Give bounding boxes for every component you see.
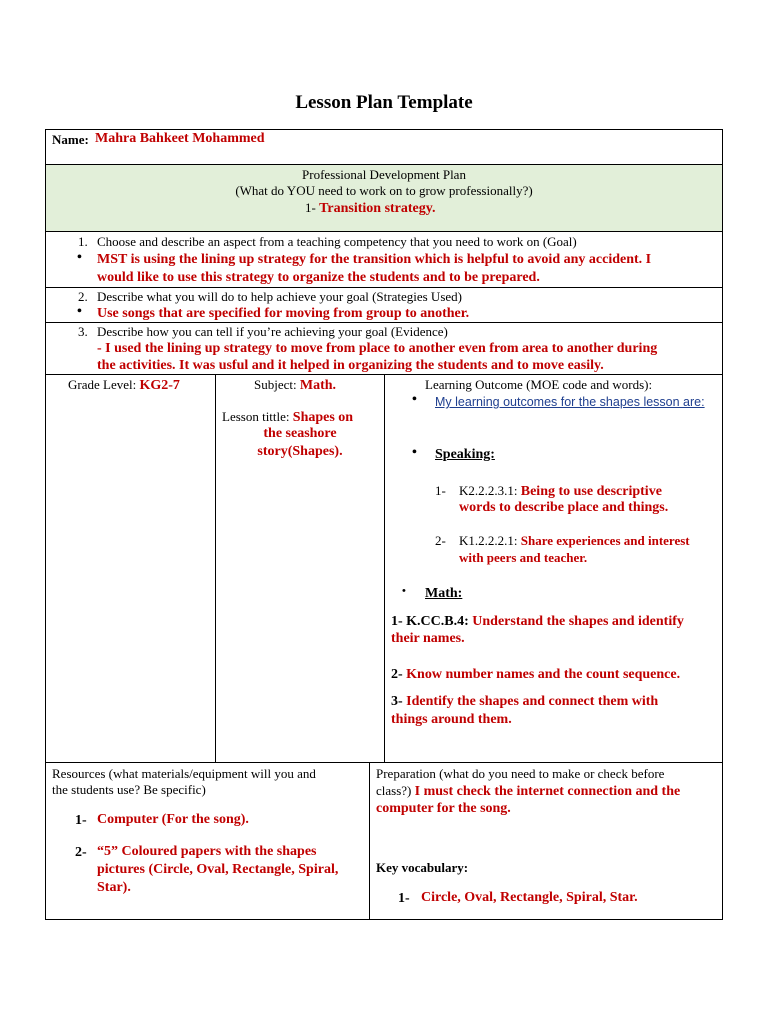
r1-num: 1- xyxy=(75,813,87,828)
s2-text-line1: Share experiences and interest xyxy=(520,533,690,548)
goal-bullet-icon: • xyxy=(77,250,82,265)
lesson-title-line1 xyxy=(222,408,353,426)
s2-line1 xyxy=(459,532,690,549)
evidence-text-line1: - I used the lining up strategy to move from place to another even from area to another during xyxy=(97,341,658,356)
preparation-label-line2: class?) xyxy=(376,783,412,798)
preparation-line2 xyxy=(376,782,680,800)
goal-num: 1. xyxy=(78,234,88,249)
vocab-label: Key vocabulary: xyxy=(376,860,469,875)
m1-line1 xyxy=(391,613,684,630)
name-label: Name: xyxy=(52,132,89,147)
math-bullet-icon: • xyxy=(402,585,406,597)
strategies-label: Describe what you will do to help achieve your goal (Strategies Used) xyxy=(97,289,462,304)
speaking-heading: Speaking: xyxy=(435,447,495,462)
strategies-bullet-icon: • xyxy=(77,304,82,319)
s2-code: K1.2.2.2.1: xyxy=(459,533,518,548)
evidence-num: 3. xyxy=(78,324,88,339)
lesson-title-value-3: story(Shapes). xyxy=(257,444,343,459)
grade-value: KG2-7 xyxy=(139,378,180,393)
preparation-label-line1: Preparation (what do you need to make or check before xyxy=(376,766,665,781)
pd-plan-item xyxy=(305,199,436,217)
grade-cell xyxy=(68,376,180,394)
goal-text-line2: would like to use this strategy to organize the students and to be prepared. xyxy=(97,270,540,285)
r2-line2: pictures (Circle, Oval, Rectangle, Spiral, xyxy=(97,862,339,877)
m1-text-line2: their names. xyxy=(391,631,465,646)
preparation-value-line1: I must check the internet connection and the xyxy=(414,784,681,799)
s2-num: 2- xyxy=(435,533,446,548)
pd-plan-item-num: 1- xyxy=(305,200,316,215)
outcomes-bullet-icon: • xyxy=(412,392,417,407)
speaking-bullet-icon: • xyxy=(412,445,417,460)
preparation-value-line2: computer for the song. xyxy=(376,801,511,816)
r2-line3: Star). xyxy=(97,880,131,895)
evidence-label: Describe how you can tell if you’re achieving your goal (Evidence) xyxy=(97,324,448,339)
lesson-title-value-1: Shapes on xyxy=(292,410,354,425)
resources-label-line1: Resources (what materials/equipment will you and xyxy=(52,766,316,781)
r1-text: Computer (For the song). xyxy=(97,812,249,827)
m1-text-line1: Understand the shapes and identify xyxy=(472,614,684,629)
evidence-text-line2: the activities. It was usful and it helped in organizing the students and to move easily. xyxy=(97,358,604,373)
page-title: Lesson Plan Template xyxy=(295,92,473,113)
strategies-text: Use songs that are specified for moving from group to another. xyxy=(97,306,470,321)
m3-text-line1: Identify the shapes and connect them with xyxy=(406,694,659,709)
r2-num: 2- xyxy=(75,845,87,860)
goal-text-line1: MST is using the lining up strategy for the transition which is helpful to avoid any accident. I xyxy=(97,252,652,267)
v1-num: 1- xyxy=(398,891,410,906)
goal-label: Choose and describe an aspect from a teaching competency that you need to work on (Goal) xyxy=(97,234,577,249)
m2-line xyxy=(391,666,680,683)
v1-text: Circle, Oval, Rectangle, Spiral, Star. xyxy=(421,890,638,905)
r2-line1: “5” Coloured papers with the shapes xyxy=(97,844,317,859)
subject-label: Subject: xyxy=(254,377,297,392)
m3-line1 xyxy=(391,693,658,710)
m3-num: 3- xyxy=(391,694,403,709)
m2-num: 2- xyxy=(391,667,403,682)
lesson-title-value-2: the seashore xyxy=(263,426,337,441)
s1-text-line1: Being to use descriptive xyxy=(520,484,662,499)
m3-text-line2: things around them. xyxy=(391,712,512,727)
resources-label-line2: the students use? Be specific) xyxy=(52,782,206,797)
s1-code: K2.2.2.3.1: xyxy=(459,483,518,498)
s1-num: 1- xyxy=(435,483,446,498)
grade-column xyxy=(45,374,216,763)
m2-text: Know number names and the count sequence. xyxy=(406,667,681,682)
outcomes-header: Learning Outcome (MOE code and words): xyxy=(425,377,653,392)
pd-plan-question: (What do YOU need to work on to grow professionally?) xyxy=(235,183,533,198)
subject-cell xyxy=(254,376,336,394)
strategies-num: 2. xyxy=(78,289,88,304)
lesson-title-label: Lesson tittle: xyxy=(222,409,290,424)
s1-line1 xyxy=(459,482,662,500)
s1-text-line2: words to describe place and things. xyxy=(459,500,669,515)
outcomes-intro: My learning outcomes for the shapes lesson are: xyxy=(435,395,705,409)
math-heading: Math: xyxy=(425,586,463,601)
name-value: Mahra Bahkeet Mohammed xyxy=(95,131,265,146)
pd-plan-item-text: Transition strategy. xyxy=(319,201,436,216)
m1-code: 1- K.CC.B.4: xyxy=(391,614,469,629)
pd-plan-heading: Professional Development Plan xyxy=(302,167,466,182)
s2-text-line2: with peers and teacher. xyxy=(459,550,588,565)
subject-value: Math. xyxy=(299,378,337,393)
grade-label: Grade Level: xyxy=(68,377,137,392)
